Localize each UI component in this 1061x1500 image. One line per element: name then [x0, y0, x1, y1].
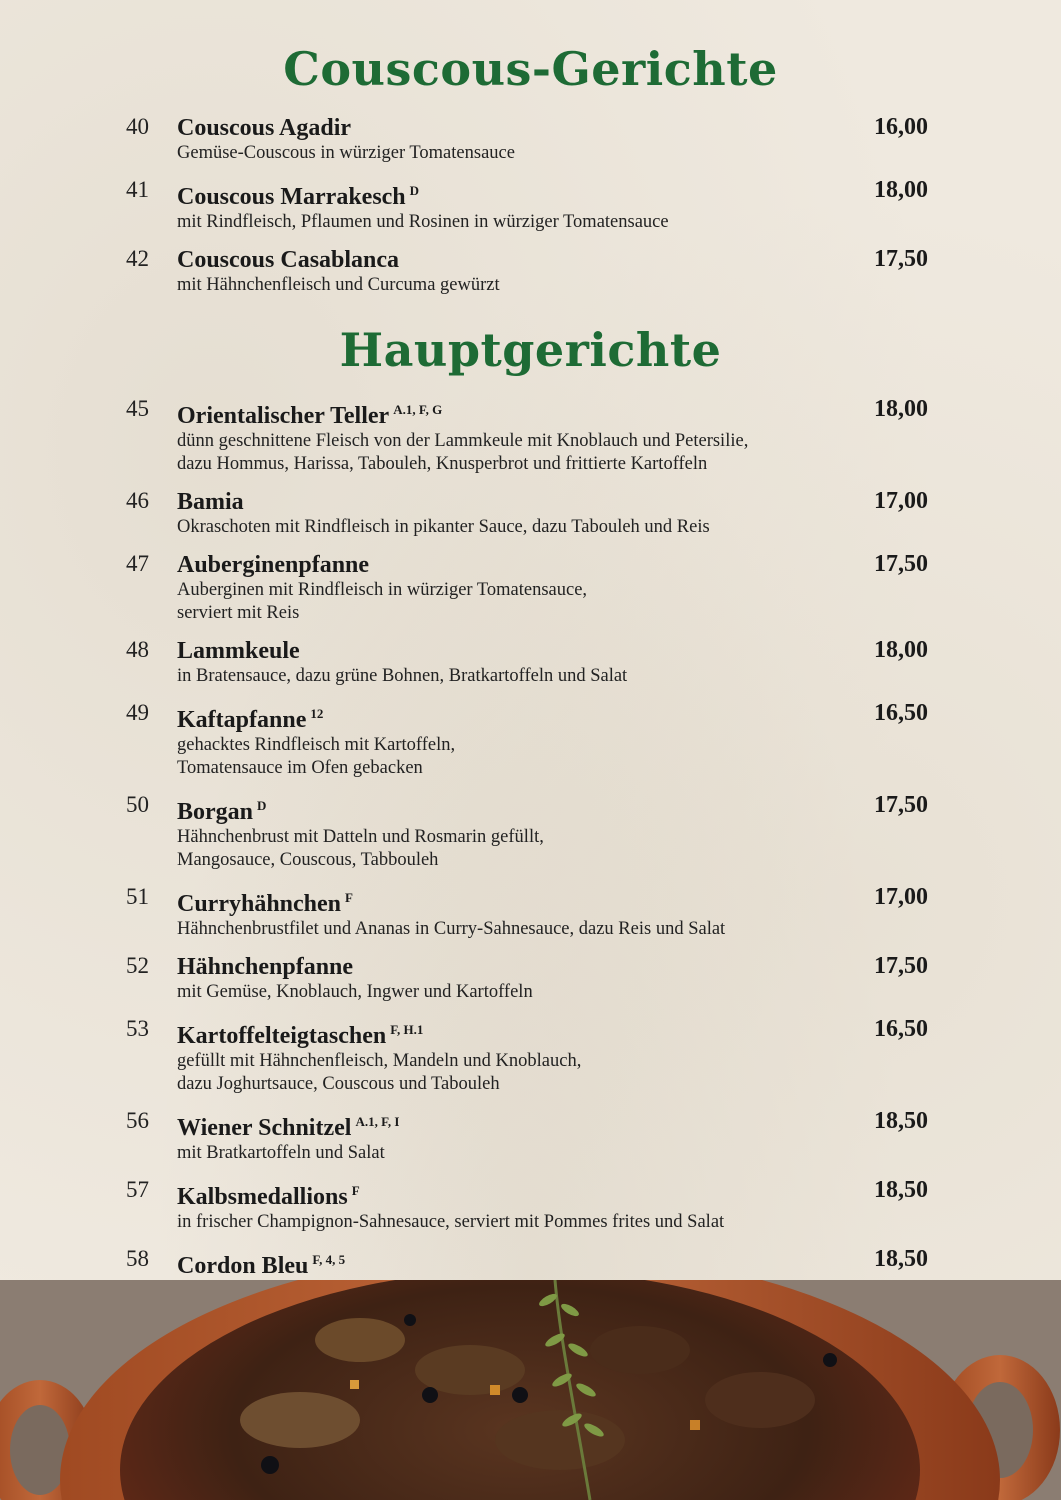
- item-description: mit Rindfleisch, Pflaumen und Rosinen in würziger Tomatensauce: [177, 212, 669, 232]
- item-name-line: [177, 396, 1061, 430]
- menu-item: [0, 637, 1061, 688]
- item-name-line: [177, 1016, 1061, 1050]
- menu-item: [0, 700, 1061, 780]
- item-price: 18,00: [874, 177, 928, 203]
- item-number: 58: [126, 1246, 149, 1271]
- item-name: Wiener Schnitzel: [177, 1115, 352, 1141]
- item-name: Hähnchenpfanne: [177, 954, 354, 980]
- item-price: 16,50: [874, 700, 928, 726]
- item-description: in Bratensauce, dazu grüne Bohnen, Bratkartoffeln und Salat: [177, 666, 628, 686]
- item-name: Orientalischer Teller: [177, 403, 390, 429]
- item-name: Kaftapfanne: [177, 707, 307, 733]
- item-description: dazu Joghurtsauce, Couscous und Tabouleh: [177, 1074, 500, 1094]
- item-name-line: [177, 637, 1061, 665]
- section-title-couscous: Couscous-Gerichte: [283, 42, 778, 96]
- item-number: 56: [126, 1108, 149, 1133]
- item-description: mit Bratkartoffeln und Salat: [177, 1143, 385, 1163]
- allergen-codes: A.1, F, I: [355, 1114, 400, 1129]
- item-number: 41: [126, 177, 149, 202]
- item-number: 51: [126, 884, 149, 909]
- menu-item: [0, 551, 1061, 625]
- menu-item: [0, 1177, 1061, 1234]
- item-price: 18,50: [874, 1246, 928, 1272]
- item-price: 17,50: [874, 551, 928, 577]
- menu-item: [0, 1108, 1061, 1165]
- item-price: 18,00: [874, 637, 928, 663]
- allergen-codes: A.1, F, G: [393, 402, 443, 417]
- item-number: 49: [126, 700, 149, 725]
- item-price: 17,50: [874, 953, 928, 979]
- allergen-codes: F, H.1: [390, 1022, 424, 1037]
- item-number: 46: [126, 488, 149, 513]
- menu-item: [0, 884, 1061, 941]
- item-name-line: [177, 884, 1061, 918]
- item-name: Curryhähnchen: [177, 891, 342, 917]
- item-number: 45: [126, 396, 149, 421]
- item-price: 18,00: [874, 396, 928, 422]
- item-number: 42: [126, 246, 149, 271]
- item-price: 17,00: [874, 884, 928, 910]
- item-description: Hähnchenbrustfilet und Ananas in Curry-Sahnesauce, dazu Reis und Salat: [177, 919, 726, 939]
- allergen-codes: F: [345, 890, 353, 905]
- item-description: serviert mit Reis: [177, 603, 300, 623]
- menu-item: [0, 114, 1061, 165]
- item-description: Hähnchenbrust mit Datteln und Rosmarin gefüllt,: [177, 827, 544, 847]
- item-description: dünn geschnittene Fleisch von der Lammkeule mit Knoblauch und Petersilie,: [177, 431, 749, 451]
- menu-list-couscous: [0, 114, 1061, 309]
- item-name: Couscous Marrakesch: [177, 184, 406, 210]
- item-number: 40: [126, 114, 149, 139]
- item-name-line: [177, 488, 1061, 516]
- item-number: 47: [126, 551, 149, 576]
- allergen-codes: F: [351, 1183, 360, 1198]
- item-name: Bamia: [177, 489, 244, 515]
- menu-item: [0, 488, 1061, 539]
- item-price: 17,50: [874, 792, 928, 818]
- item-price: 18,50: [874, 1108, 928, 1134]
- item-description: Mangosauce, Couscous, Tabbouleh: [177, 850, 439, 870]
- item-description: gefüllt mit Hähnchenfleisch, Mandeln und Knoblauch,: [177, 1051, 582, 1071]
- allergen-codes: 12: [310, 706, 324, 721]
- item-number: 53: [126, 1016, 149, 1041]
- item-description: dazu Hommus, Harissa, Tabouleh, Knusperbrot und frittierte Kartoffeln: [177, 454, 708, 474]
- item-name-line: [177, 1108, 1061, 1142]
- item-name: Couscous Agadir: [177, 115, 352, 141]
- item-number: 50: [126, 792, 149, 817]
- allergen-codes: D: [409, 183, 420, 198]
- item-description: gehacktes Rindfleisch mit Kartoffeln,: [177, 735, 456, 755]
- allergen-codes: F, 4, 5: [312, 1252, 346, 1267]
- item-price: 16,00: [874, 114, 928, 140]
- item-price: 16,50: [874, 1016, 928, 1042]
- item-name-line: [177, 551, 1061, 579]
- menu-item: [0, 792, 1061, 872]
- item-name: Auberginenpfanne: [177, 552, 370, 578]
- item-name: Cordon Bleu: [177, 1253, 309, 1279]
- menu-list-hauptgerichte: [0, 396, 1061, 1338]
- menu-item: [0, 953, 1061, 1004]
- item-description: in frischer Champignon-Sahnesauce, serviert mit Pommes frites und Salat: [177, 1212, 725, 1232]
- item-name-line: [177, 177, 1061, 211]
- item-name-line: [177, 114, 1061, 142]
- item-description: Auberginen mit Rindfleisch in würziger Tomatensauce,: [177, 580, 588, 600]
- item-name: Kalbsmedallions: [177, 1184, 348, 1210]
- item-description: Okraschoten mit Rindfleisch in pikanter Sauce, dazu Tabouleh und Reis: [177, 517, 710, 537]
- item-price: 17,00: [874, 488, 928, 514]
- menu-item: [0, 246, 1061, 297]
- clay-pot-stew-illustration: [0, 1280, 1061, 1500]
- item-name-line: [177, 792, 1061, 826]
- menu-item: [0, 1016, 1061, 1096]
- item-number: 48: [126, 637, 149, 662]
- item-description: Tomatensauce im Ofen gebacken: [177, 758, 423, 778]
- menu-item: [0, 177, 1061, 234]
- item-name-line: [177, 700, 1061, 734]
- item-number: 57: [126, 1177, 149, 1202]
- section-title-hauptgerichte: Hauptgerichte: [339, 323, 722, 377]
- item-number: 52: [126, 953, 149, 978]
- item-name-line: [177, 1177, 1061, 1211]
- item-price: 18,50: [874, 1177, 928, 1203]
- item-description: mit Gemüse, Knoblauch, Ingwer und Kartoffeln: [177, 982, 533, 1002]
- item-name: Couscous Casablanca: [177, 247, 400, 273]
- menu-item: [0, 396, 1061, 476]
- allergen-codes: D: [257, 798, 267, 813]
- item-name: Borgan: [177, 799, 254, 825]
- item-name: Kartoffelteigtaschen: [177, 1023, 387, 1049]
- item-name: Lammkeule: [177, 638, 300, 664]
- item-name-line: [177, 246, 1061, 274]
- item-name-line: [177, 953, 1061, 981]
- food-photo: [0, 1280, 1061, 1500]
- item-description: Gemüse-Couscous in würziger Tomatensauce: [177, 143, 515, 163]
- item-price: 17,50: [874, 246, 928, 272]
- item-description: mit Hähnchenfleisch und Curcuma gewürzt: [177, 275, 500, 295]
- item-name-line: [177, 1246, 1061, 1280]
